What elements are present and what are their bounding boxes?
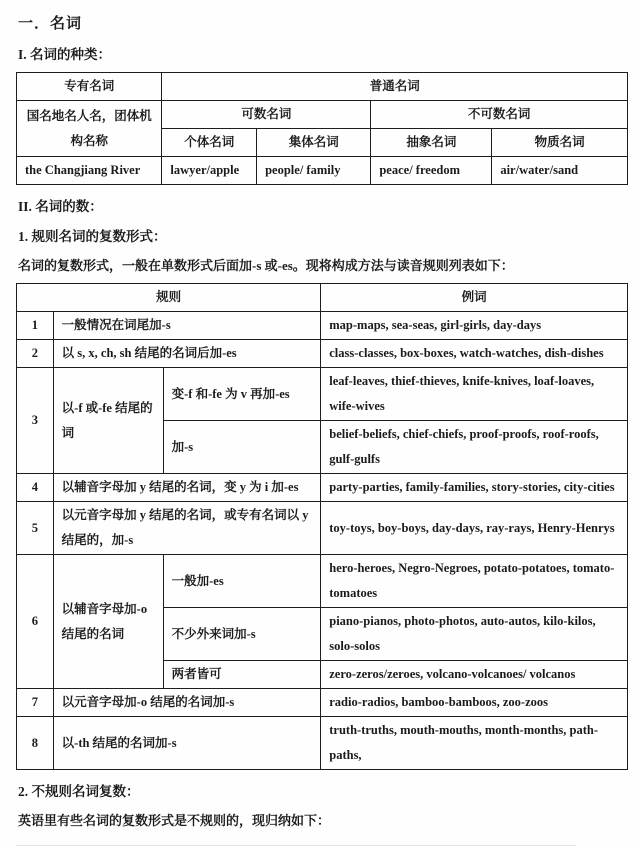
examples-cell: toy-toys, boy-boys, day-days, ray-rays, Henry-Henrys [321,502,628,555]
proper-noun-desc-cell: 国名地名人名，团体机构名称 [17,101,162,157]
table-row [17,689,628,717]
row-number: 2 [17,340,54,368]
example-cell: people/ family [257,157,371,185]
material-noun-header-cell: 物质名词 [492,129,628,157]
uncountable-header-cell: 不可数名词 [371,101,628,129]
examples-cell: class-classes, box-boxes, watch-watches, dish-dishes [321,340,628,368]
examples-cell: leaf-leaves, thief-thieves, knife-knives, loaf-loaves, wife-wives [321,368,628,421]
table-row [17,368,628,421]
rule-cell: 以 s, x, ch, sh 结尾的名词后加-es [53,340,321,368]
row-number: 6 [17,555,54,689]
row-number: 4 [17,474,54,502]
example-cell: air/water/sand [492,157,628,185]
table-row [17,340,628,368]
example-cell: the Changjiang River [17,157,162,185]
sub-section-2-heading: 2. 不规则名词复数： [18,784,140,799]
row-number: 3 [17,368,54,474]
table-row [17,474,628,502]
table-row [17,73,628,101]
example-header-cell: 例词 [321,284,628,312]
rule-header-cell: 规则 [17,284,321,312]
table-row [17,157,628,185]
rule-group-cell: 以辅音字母加-o 结尾的名词 [53,555,163,689]
doc-title: 一．名词 [18,16,83,32]
examples-cell: radio-radios, bamboo-bamboos, zoo-zoos [321,689,628,717]
row-number: 5 [17,502,54,555]
table-row [17,502,628,555]
rule-cell: 以元音字母加-o 结尾的名词加-s [53,689,321,717]
abstract-noun-header-cell: 抽象名词 [371,129,492,157]
rule-cell: 一般情况在词尾加-s [53,312,321,340]
sub-rule-cell: 变-f 和-fe 为 v 再加-es [163,368,321,421]
rule-group-cell: 以-f 或-fe 结尾的词 [53,368,163,474]
proper-noun-header-cell: 专有名词 [17,73,162,101]
rule-cell: 以-th 结尾的名词加-s [53,717,321,770]
table-row [17,312,628,340]
table-row [17,101,628,129]
row-number: 7 [17,689,54,717]
row-number: 8 [17,717,54,770]
rule-cell: 以辅音字母加 y 结尾的名词，变 y 为 i 加-es [53,474,321,502]
section-2-heading: II. 名词的数： [18,199,103,214]
examples-cell: truth-truths, mouth-mouths, month-months, path-paths, [321,717,628,770]
examples-cell: hero-heroes, Negro-Negroes, potato-potatoes, tomato-tomatoes [321,555,628,608]
noun-types-table [16,72,628,185]
common-noun-header-cell: 普通名词 [162,73,628,101]
table-row [17,717,628,770]
collective-noun-header-cell: 集体名词 [257,129,371,157]
sub-rule-cell: 加-s [163,421,321,474]
table-row [17,555,628,608]
outro-sentence: 英语里有些名词的复数形式是不规则的，现归纳如下： [18,813,331,828]
plural-rules-table [16,283,628,770]
sub-rule-cell: 不少外来词加-s [163,608,321,661]
individual-noun-header-cell: 个体名词 [162,129,257,157]
section-1-heading: I. 名词的种类： [18,47,112,62]
intro-sentence: 名词的复数形式，一般在单数形式后面加-s 或-es。现将构成方法与读音规则列表如下： [18,258,514,273]
examples-cell: map-maps, sea-seas, girl-girls, day-days [321,312,628,340]
rule-cell: 以元音字母加 y 结尾的名词，或专有名词以 y 结尾的，加-s [53,502,321,555]
examples-cell: party-parties, family-families, story-stories, city-cities [321,474,628,502]
examples-cell: piano-pianos, photo-photos, auto-autos, kilo-kilos, solo-solos [321,608,628,661]
sub-section-1-heading: 1. 规则名词的复数形式： [18,229,167,244]
sub-rule-cell: 一般加-es [163,555,321,608]
table-row [17,284,628,312]
countable-header-cell: 可数名词 [162,101,371,129]
examples-cell: belief-beliefs, chief-chiefs, proof-proofs, roof-roofs, gulf-gulfs [321,421,628,474]
row-number: 1 [17,312,54,340]
sub-rule-cell: 两者皆可 [163,661,321,689]
examples-cell: zero-zeros/zeroes, volcano-volcanoes/ volcanos [321,661,628,689]
example-cell: peace/ freedom [371,157,492,185]
example-cell: lawyer/apple [162,157,257,185]
